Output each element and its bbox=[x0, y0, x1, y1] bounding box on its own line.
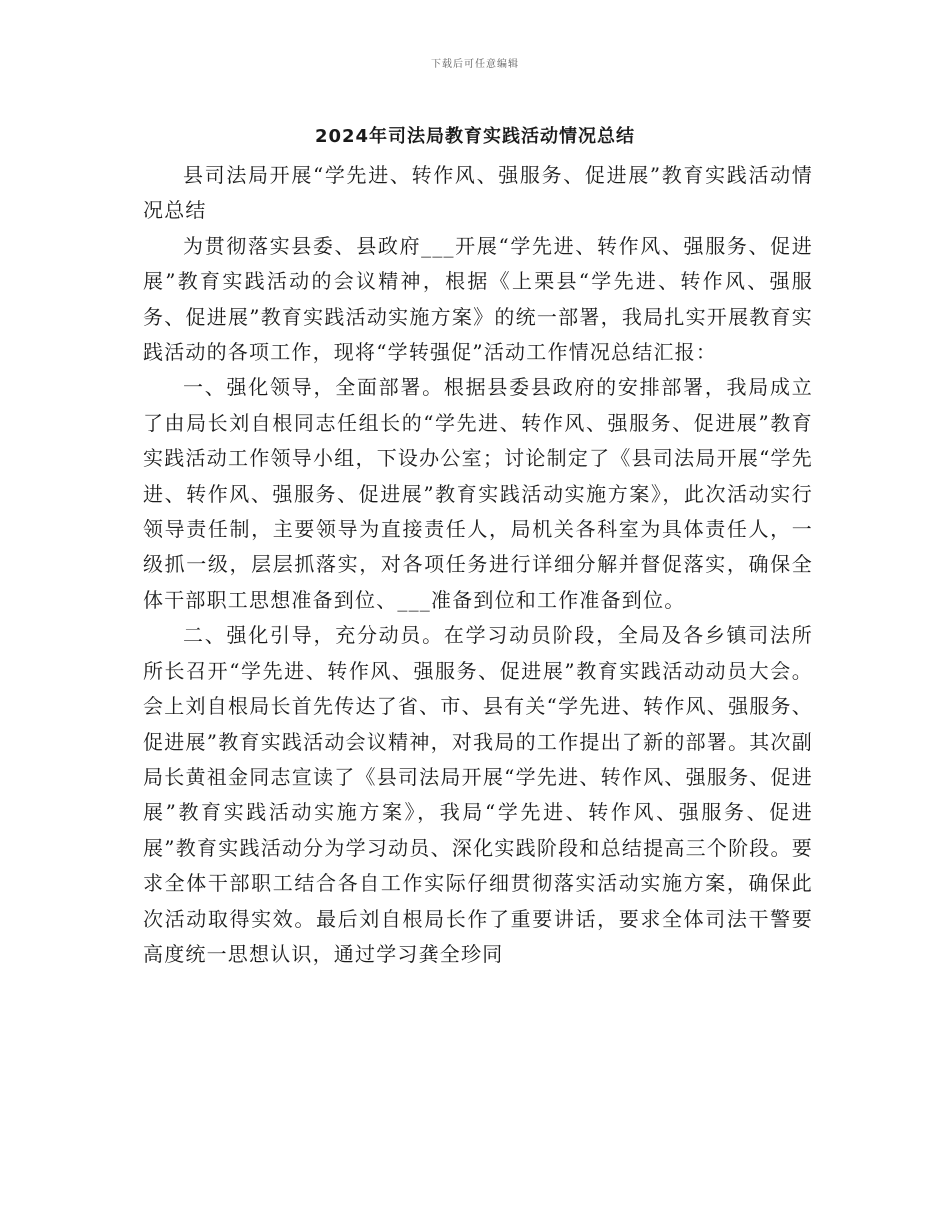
paragraph-intro: 为贯彻落实县委、县政府___开展“学先进、转作风、强服务、促进展”教育实践活动的会议精神，根据《上栗县“学先进、转作风、强服务、促进展”教育实践活动实施方案》的统一部署，我局扎实开展教育实践活动的各项工作，现将“学转强促”活动工作情况总结汇报： bbox=[143, 233, 813, 365]
paragraph-section-2: 二、强化引导，充分动员。在学习动员阶段，全局及各乡镇司法所所长召开“学先进、转作风、强服务、促进展”教育实践活动动员大会。会上刘自根局长首先传达了省、市、县有关“学先进、转作风、强服务、促进展”教育实践活动会议精神，对我局的工作提出了新的部署。其次副局长黄祖金同志宣读了《县司法局开展“学先进、转作风、强服务、促进展”教育实践活动实施方案》，我局“学先进、转作风、强服务、促进展”教育实践活动分为学习动员、深化实践阶段和总结提高三个阶段。要求全体干部职工结合各自工作实际仔细贯彻落实活动实施方案，确保此次活动取得实效。最后刘自根局长作了重要讲话，要求全体司法干警要高度统一思想认识，通过学习龚全珍同 bbox=[143, 623, 813, 966]
document-title: 2024年司法局教育实践活动情况总结 bbox=[314, 126, 636, 147]
paragraph-section-1: 一、强化领导，全面部署。根据县委县政府的安排部署，我局成立了由局长刘自根同志任组长的“学先进、转作风、强服务、促进展”教育实践活动工作领导小组，下设办公室；讨论制定了《县司法局开展“学先进、转作风、强服务、促进展”教育实践活动实施方案》，此次活动实行领导责任制，主要领导为直接责任人，局机关各科室为具体责任人，一级抓一级，层层抓落实，对各项任务进行详细分解并督促落实，确保全体干部职工思想准备到位、___准备到位和工作准备到位。 bbox=[143, 375, 813, 612]
paragraph-subtitle: 县司法局开展“学先进、转作风、强服务、促进展”教育实践活动情况总结 bbox=[143, 163, 813, 223]
header-note: 下载后可任意编辑 bbox=[431, 59, 519, 70]
document-body bbox=[143, 158, 813, 972]
